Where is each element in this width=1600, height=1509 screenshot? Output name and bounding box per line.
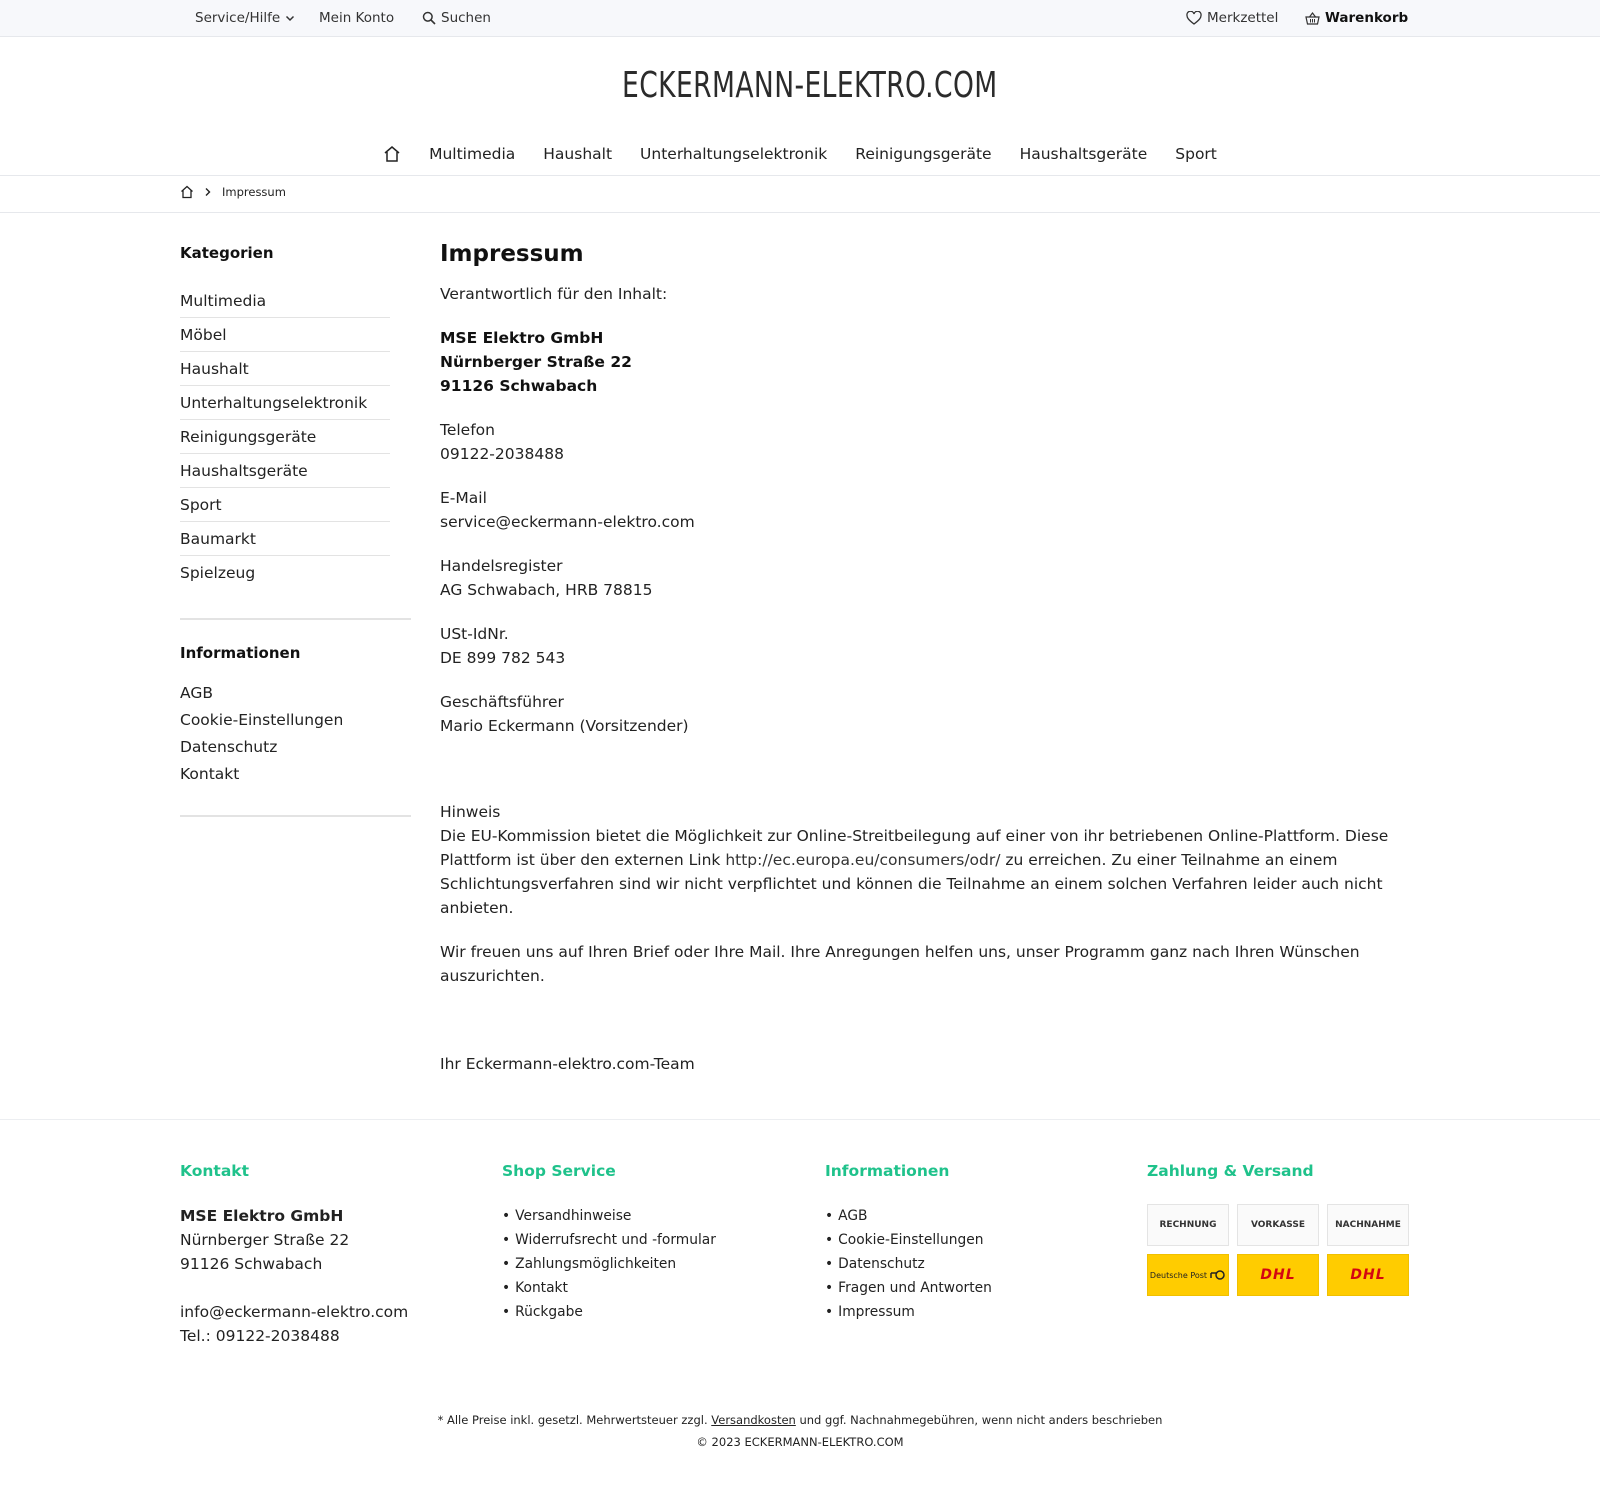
nav-haushaltsgeraete[interactable]: Haushaltsgeräte <box>1019 144 1148 163</box>
payment-rechnung-badge: RECHNUNG <box>1147 1204 1229 1246</box>
disclaimer-prefix: * Alle Preise inkl. gesetzl. Mehrwertsteuer zzgl. <box>437 1413 712 1427</box>
page-title: Impressum <box>440 241 584 267</box>
sidebar-item-unterhaltungselektronik[interactable]: Unterhaltungselektronik <box>180 386 390 420</box>
register-value: AG Schwabach, HRB 78815 <box>440 581 653 599</box>
shipping-deutsche-post-badge <box>1147 1254 1229 1296</box>
footer-service-list <box>502 1204 802 1324</box>
footer-link-datenschutz[interactable]: • Datenschutz <box>825 1252 1125 1276</box>
info-list <box>180 680 411 788</box>
payment-vorkasse-badge: VORKASSE <box>1237 1204 1319 1246</box>
footer-link-zahlung[interactable]: • Zahlungsmöglichkeiten <box>502 1252 802 1276</box>
main-content <box>440 242 1410 1096</box>
note-text-2: zu erreichen. Zu einer Teilnahme an einem Schlichtungsverfahren sind wir nicht verpflichtet und können die Teilnahme an einem solchen Verfahren leider auch nicht anbieten. <box>440 851 1383 917</box>
post-horn-icon <box>1210 1269 1226 1281</box>
vat-block <box>440 622 1410 670</box>
responsible-text: Verantwortlich für den Inhalt: <box>440 285 668 303</box>
payment-logos <box>1147 1204 1417 1296</box>
footer-link-faq[interactable]: • Fragen und Antworten <box>825 1276 1125 1300</box>
company-city: 91126 Schwabach <box>440 377 598 395</box>
heart-icon <box>1186 11 1202 25</box>
breadcrumb-bar <box>0 176 1600 213</box>
shipping-dhl-badge <box>1237 1254 1319 1296</box>
cart-link[interactable] <box>1305 10 1408 26</box>
category-list <box>180 284 390 590</box>
sidebar-divider <box>180 618 411 620</box>
shipping-costs-label: Versandkosten <box>711 1413 796 1427</box>
footer-phone: Tel.: 09122-2038488 <box>180 1327 340 1345</box>
register-label: Handelsregister <box>440 557 563 575</box>
footer-payment-shipping <box>1147 1162 1417 1296</box>
dhl-label: DHL <box>1260 1267 1296 1283</box>
wishlist-label: Merkzettel <box>1207 10 1279 26</box>
sidebar-item-moebel[interactable]: Möbel <box>180 318 390 352</box>
service-menu[interactable] <box>195 10 295 26</box>
footer-link-cookies[interactable]: • Cookie-Einstellungen <box>825 1228 1125 1252</box>
home-icon <box>180 185 194 199</box>
phone-block <box>440 418 1410 466</box>
sidebar-info-datenschutz[interactable]: Datenschutz <box>180 738 278 756</box>
payment-nachnahme-badge: NACHNAHME <box>1327 1204 1409 1246</box>
sidebar <box>180 244 411 817</box>
note-block <box>440 800 1410 920</box>
footer-link-versandhinweise[interactable]: • Versandhinweise <box>502 1204 802 1228</box>
vat-value: DE 899 782 543 <box>440 649 566 667</box>
deutsche-post-label: Deutsche Post <box>1149 1270 1208 1280</box>
footer-contact-heading: Kontakt <box>180 1162 250 1180</box>
company-name: MSE Elektro GmbH <box>440 329 604 347</box>
nav-unterhaltungselektronik[interactable]: Unterhaltungselektronik <box>640 144 828 163</box>
sidebar-info-agb[interactable]: AGB <box>180 684 213 702</box>
nav-multimedia[interactable]: Multimedia <box>429 144 516 163</box>
search-icon <box>422 11 436 25</box>
ceo-label: Geschäftsführer <box>440 693 564 711</box>
nav-haushalt[interactable]: Haushalt <box>543 144 613 163</box>
footer-info-list <box>825 1204 1125 1324</box>
footer-link-widerruf[interactable]: • Widerrufsrecht und -formular <box>502 1228 802 1252</box>
sidebar-info-kontakt[interactable]: Kontakt <box>180 765 240 783</box>
price-disclaimer <box>0 1413 1600 1427</box>
chevron-down-icon <box>285 13 295 23</box>
email-link[interactable]: service@eckermann-elektro.com <box>440 513 695 531</box>
account-link[interactable]: Mein Konto <box>319 10 395 26</box>
sidebar-item-reinigungsgeraete[interactable]: Reinigungsgeräte <box>180 420 390 454</box>
email-label: E-Mail <box>440 489 487 507</box>
vat-label: USt-IdNr. <box>440 625 509 643</box>
sidebar-item-haushalt[interactable]: Haushalt <box>180 352 390 386</box>
footer-service-heading: Shop Service <box>502 1162 616 1180</box>
nav-reinigungsgeraete[interactable]: Reinigungsgeräte <box>855 144 992 163</box>
closing-text: Wir freuen uns auf Ihren Brief oder Ihre Mail. Ihre Anregungen helfen uns, unser Programm ganz nach Ihren Wünschen auszurichten. <box>440 943 1360 985</box>
ceo-block <box>440 690 1410 738</box>
cart-label: Warenkorb <box>1325 10 1409 26</box>
site-logo[interactable] <box>610 46 998 124</box>
footer-link-agb[interactable]: • AGB <box>825 1204 1125 1228</box>
footer-email-link[interactable]: info@eckermann-elektro.com <box>180 1303 409 1321</box>
footer-link-kontakt[interactable]: • Kontakt <box>502 1276 802 1300</box>
signature-text: Ihr Eckermann-elektro.com-Team <box>440 1055 695 1073</box>
wishlist-link[interactable] <box>1186 10 1278 26</box>
copyright: © 2023 ECKERMANN-ELEKTRO.COM <box>696 1435 904 1449</box>
email-block <box>440 486 1410 534</box>
note-label: Hinweis <box>440 803 501 821</box>
footer-link-impressum[interactable]: • Impressum <box>825 1300 1125 1324</box>
info-heading: Informationen <box>180 644 301 662</box>
footer-shop-service <box>502 1162 802 1324</box>
search-link[interactable] <box>422 10 491 26</box>
footer-information <box>825 1162 1125 1324</box>
chevron-right-icon <box>204 187 212 197</box>
basket-icon <box>1305 12 1320 25</box>
footer-link-rueckgabe[interactable]: • Rückgabe <box>502 1300 802 1324</box>
odr-link[interactable]: http://ec.europa.eu/consumers/odr/ <box>725 851 1001 869</box>
note-text-1: Die EU-Kommission bietet die Möglichkeit zur Online-Streitbeilegung auf einer von ihr betriebenen Online-Plattform. Diese Plattform ist über den externen Link <box>440 827 1389 869</box>
sidebar-item-sport[interactable]: Sport <box>180 488 390 522</box>
logo-text: ECKERMANN-ELEKTRO.COM <box>622 64 998 106</box>
footer-city: 91126 Schwabach <box>180 1255 323 1273</box>
nav-sport[interactable]: Sport <box>1175 144 1217 163</box>
footer-pay-heading: Zahlung & Versand <box>1147 1162 1314 1180</box>
sidebar-divider <box>180 815 411 817</box>
footer-address <box>180 1204 480 1348</box>
sidebar-item-spielzeug[interactable]: Spielzeug <box>180 564 256 582</box>
phone-label: Telefon <box>440 421 495 439</box>
home-icon <box>383 145 401 163</box>
footer-company: MSE Elektro GmbH <box>180 1207 344 1225</box>
breadcrumb <box>180 185 286 199</box>
sidebar-info-cookies[interactable]: Cookie-Einstellungen <box>180 711 344 729</box>
shipping-dhl-express-badge <box>1327 1254 1409 1296</box>
company-street: Nürnberger Straße 22 <box>440 353 632 371</box>
main-navigation <box>0 132 1600 176</box>
disclaimer-suffix: und ggf. Nachnahmegebühren, wenn nicht anders beschrieben <box>795 1413 1163 1427</box>
footer-divider <box>0 1119 1600 1120</box>
footer-contact <box>180 1162 480 1348</box>
dhl-express-label: DHL <box>1350 1267 1386 1283</box>
register-block <box>440 554 1410 602</box>
service-label: Service/Hilfe <box>195 10 281 26</box>
breadcrumb-current[interactable]: Impressum <box>222 185 286 199</box>
sidebar-item-multimedia[interactable]: Multimedia <box>180 284 390 318</box>
search-label: Suchen <box>441 10 491 26</box>
footer-street: Nürnberger Straße 22 <box>180 1231 350 1249</box>
nav-home[interactable] <box>383 145 401 163</box>
footer-info-heading: Informationen <box>825 1162 950 1180</box>
sidebar-item-baumarkt[interactable]: Baumarkt <box>180 522 390 556</box>
breadcrumb-home[interactable] <box>180 185 194 199</box>
top-bar <box>0 0 1600 37</box>
phone-value: 09122-2038488 <box>440 445 564 463</box>
company-address <box>440 326 1410 398</box>
categories-heading: Kategorien <box>180 244 274 262</box>
sidebar-item-haushaltsgeraete[interactable]: Haushaltsgeräte <box>180 454 390 488</box>
ceo-value: Mario Eckermann (Vorsitzender) <box>440 717 689 735</box>
shipping-costs-link[interactable] <box>711 1413 796 1427</box>
